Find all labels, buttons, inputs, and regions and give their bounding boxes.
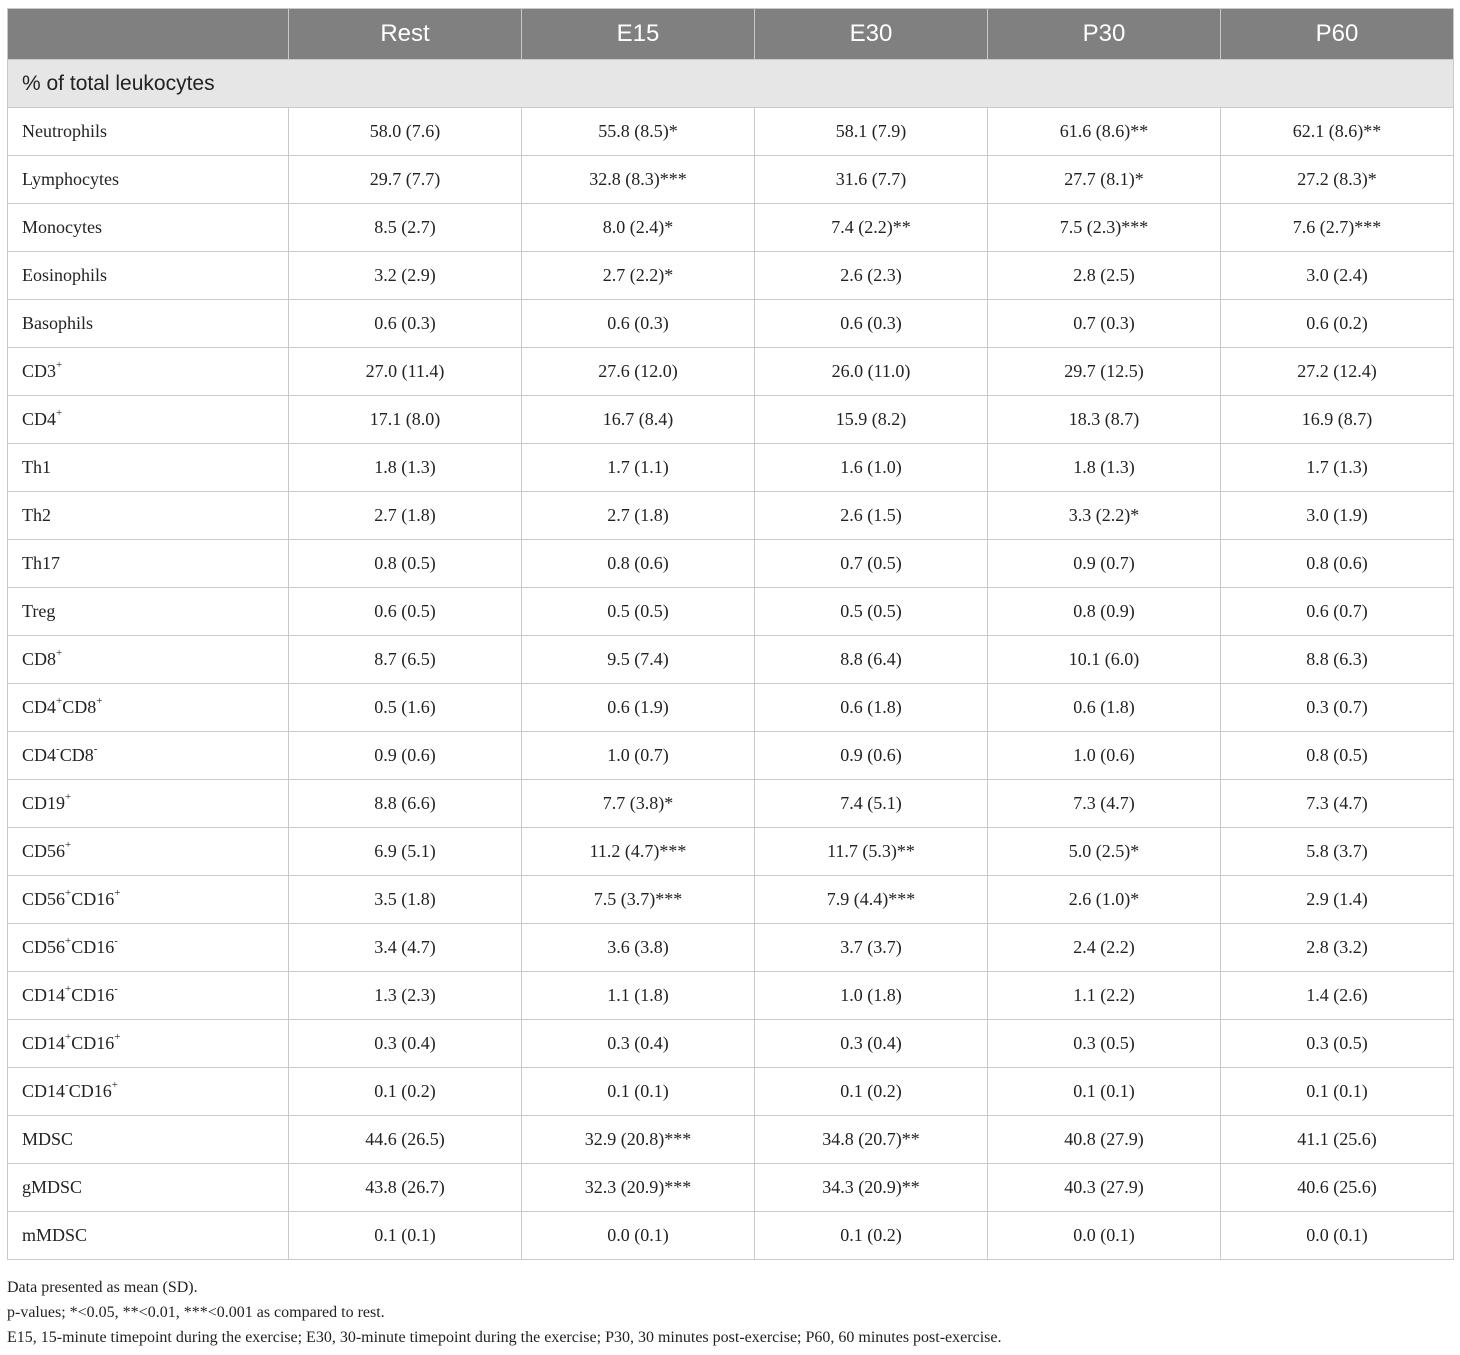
marker-name: CD8: [59, 745, 94, 765]
table-cell: 0.7 (0.3): [988, 300, 1221, 348]
table-cell: 0.6 (0.2): [1221, 300, 1454, 348]
row-label: [8, 780, 289, 828]
table-cell: 0.0 (0.1): [1221, 1212, 1454, 1260]
table-cell: 32.9 (20.8)***: [522, 1116, 755, 1164]
marker-name: CD16: [71, 985, 115, 1005]
row-label: [8, 1068, 289, 1116]
table-row: [8, 108, 1454, 156]
table-cell: 27.2 (8.3)*: [1221, 156, 1454, 204]
leukocyte-table: [7, 8, 1454, 1260]
table-cell: 11.7 (5.3)**: [755, 828, 988, 876]
table-cell: 27.2 (12.4): [1221, 348, 1454, 396]
marker-name: CD4: [22, 697, 57, 717]
table-cell: 0.8 (0.5): [289, 540, 522, 588]
marker-sign: +: [65, 935, 72, 947]
table-cell: 1.0 (0.6): [988, 732, 1221, 780]
table-row: [8, 156, 1454, 204]
row-label: [8, 396, 289, 444]
table-cell: 8.5 (2.7): [289, 204, 522, 252]
table-cell: 0.3 (0.5): [988, 1020, 1221, 1068]
table-cell: 16.7 (8.4): [522, 396, 755, 444]
header-e30: E30: [755, 9, 988, 60]
header-e15: E15: [522, 9, 755, 60]
table-cell: 5.8 (3.7): [1221, 828, 1454, 876]
table-cell: 2.7 (1.8): [522, 492, 755, 540]
table-cell: 34.3 (20.9)**: [755, 1164, 988, 1212]
table-cell: 0.6 (0.3): [289, 300, 522, 348]
marker-name: CD3: [22, 361, 57, 381]
table-cell: 0.9 (0.6): [289, 732, 522, 780]
table-row: [8, 300, 1454, 348]
table-cell: 3.7 (3.7): [755, 924, 988, 972]
row-label: mMDSC: [8, 1212, 289, 1260]
row-label: [8, 972, 289, 1020]
table-cell: 11.2 (4.7)***: [522, 828, 755, 876]
marker-sign: -: [56, 743, 60, 755]
row-label: Basophils: [8, 300, 289, 348]
table-cell: 62.1 (8.6)**: [1221, 108, 1454, 156]
row-label: [8, 828, 289, 876]
row-label: gMDSC: [8, 1164, 289, 1212]
note-line: Data presented as mean (SD).: [7, 1279, 198, 1296]
table-cell: 58.0 (7.6): [289, 108, 522, 156]
table-row: [8, 1020, 1454, 1068]
marker-name: CD16: [71, 889, 115, 909]
table-notes: [7, 1275, 1001, 1350]
table-cell: 0.1 (0.1): [522, 1068, 755, 1116]
table-cell: 0.3 (0.4): [522, 1020, 755, 1068]
marker-sign: +: [65, 791, 72, 803]
table-cell: 0.1 (0.2): [289, 1068, 522, 1116]
table-cell: 41.1 (25.6): [1221, 1116, 1454, 1164]
table-cell: 8.8 (6.4): [755, 636, 988, 684]
marker-name: CD14: [22, 985, 66, 1005]
marker-sign: +: [111, 1079, 118, 1091]
section-label: % of total leukocytes: [8, 60, 1454, 108]
table-cell: 3.4 (4.7): [289, 924, 522, 972]
table-cell: 7.6 (2.7)***: [1221, 204, 1454, 252]
table-cell: 1.4 (2.6): [1221, 972, 1454, 1020]
table-cell: 0.1 (0.2): [755, 1068, 988, 1116]
table-cell: 0.8 (0.6): [522, 540, 755, 588]
note-line: E15, 15-minute timepoint during the exercise; E30, 30-minute timepoint during the exercise; P30, 30 minutes post-exercise; P60, 60 minutes post-exercise.: [7, 1329, 1002, 1346]
marker-name: CD56: [22, 841, 66, 861]
table-cell: 0.6 (0.3): [522, 300, 755, 348]
table-cell: 8.8 (6.3): [1221, 636, 1454, 684]
table-cell: 8.7 (6.5): [289, 636, 522, 684]
table-cell: 29.7 (12.5): [988, 348, 1221, 396]
section-row: [8, 60, 1454, 108]
table-cell: 40.8 (27.9): [988, 1116, 1221, 1164]
table-cell: 2.6 (2.3): [755, 252, 988, 300]
table-cell: 0.3 (0.4): [755, 1020, 988, 1068]
table-row: [8, 1164, 1454, 1212]
row-label: Th17: [8, 540, 289, 588]
table-cell: 1.0 (1.8): [755, 972, 988, 1020]
table-cell: 9.5 (7.4): [522, 636, 755, 684]
table-cell: 0.5 (1.6): [289, 684, 522, 732]
table-cell: 0.3 (0.4): [289, 1020, 522, 1068]
marker-name: CD14: [22, 1081, 66, 1101]
table-row: [8, 924, 1454, 972]
table-cell: 61.6 (8.6)**: [988, 108, 1221, 156]
table-cell: 0.1 (0.1): [1221, 1068, 1454, 1116]
table-cell: 0.5 (0.5): [522, 588, 755, 636]
table-cell: 0.1 (0.1): [289, 1212, 522, 1260]
table-cell: 7.3 (4.7): [1221, 780, 1454, 828]
table-cell: 1.3 (2.3): [289, 972, 522, 1020]
marker-sign: +: [96, 695, 103, 707]
marker-sign: -: [65, 1079, 69, 1091]
table-cell: 40.6 (25.6): [1221, 1164, 1454, 1212]
table-cell: 3.0 (1.9): [1221, 492, 1454, 540]
marker-sign: +: [65, 983, 72, 995]
marker-name: CD4: [22, 409, 57, 429]
table-cell: 2.8 (3.2): [1221, 924, 1454, 972]
note-line: p-values; *<0.05, **<0.01, ***<0.001 as compared to rest.: [7, 1304, 385, 1321]
table-cell: 0.3 (0.7): [1221, 684, 1454, 732]
table-row: [8, 204, 1454, 252]
row-label: Lymphocytes: [8, 156, 289, 204]
table-cell: 1.1 (1.8): [522, 972, 755, 1020]
table-row: [8, 732, 1454, 780]
table-cell: 1.0 (0.7): [522, 732, 755, 780]
table-cell: 15.9 (8.2): [755, 396, 988, 444]
table-row: [8, 348, 1454, 396]
table-cell: 2.7 (2.2)*: [522, 252, 755, 300]
marker-name: CD4: [22, 745, 57, 765]
marker-sign: +: [114, 1031, 121, 1043]
marker-sign: +: [56, 647, 63, 659]
marker-name: CD8: [22, 649, 57, 669]
table-cell: 2.9 (1.4): [1221, 876, 1454, 924]
table-cell: 3.5 (1.8): [289, 876, 522, 924]
marker-sign: +: [65, 839, 72, 851]
table-cell: 27.6 (12.0): [522, 348, 755, 396]
table-cell: 0.8 (0.9): [988, 588, 1221, 636]
table-cell: 2.4 (2.2): [988, 924, 1221, 972]
marker-name: CD14: [22, 1033, 66, 1053]
header-rest: Rest: [289, 9, 522, 60]
table-row: [8, 1212, 1454, 1260]
marker-name: CD16: [71, 1033, 115, 1053]
marker-sign: +: [114, 887, 121, 899]
table-row: [8, 636, 1454, 684]
row-label: Eosinophils: [8, 252, 289, 300]
table-cell: 5.0 (2.5)*: [988, 828, 1221, 876]
table-cell: 3.0 (2.4): [1221, 252, 1454, 300]
table-body: [8, 60, 1454, 1260]
table-cell: 0.8 (0.5): [1221, 732, 1454, 780]
table-cell: 55.8 (8.5)*: [522, 108, 755, 156]
header-p60: P60: [1221, 9, 1454, 60]
table-cell: 0.6 (1.8): [988, 684, 1221, 732]
table-cell: 0.8 (0.6): [1221, 540, 1454, 588]
table-row: [8, 828, 1454, 876]
table-cell: 10.1 (6.0): [988, 636, 1221, 684]
table-cell: 3.2 (2.9): [289, 252, 522, 300]
marker-name: CD56: [22, 889, 66, 909]
row-label: Neutrophils: [8, 108, 289, 156]
table-row: [8, 1116, 1454, 1164]
table-cell: 0.6 (0.5): [289, 588, 522, 636]
marker-name: CD8: [62, 697, 97, 717]
table-cell: 29.7 (7.7): [289, 156, 522, 204]
table-row: [8, 972, 1454, 1020]
table-cell: 7.5 (2.3)***: [988, 204, 1221, 252]
table-cell: 1.8 (1.3): [988, 444, 1221, 492]
marker-name: CD16: [71, 937, 115, 957]
table-cell: 58.1 (7.9): [755, 108, 988, 156]
table-cell: 2.8 (2.5): [988, 252, 1221, 300]
table-cell: 0.9 (0.6): [755, 732, 988, 780]
table-cell: 1.1 (2.2): [988, 972, 1221, 1020]
table-cell: 2.6 (1.0)*: [988, 876, 1221, 924]
table-cell: 1.7 (1.1): [522, 444, 755, 492]
table-row: [8, 588, 1454, 636]
marker-name: CD16: [68, 1081, 112, 1101]
marker-sign: +: [56, 695, 63, 707]
table-cell: 7.4 (5.1): [755, 780, 988, 828]
row-label: [8, 732, 289, 780]
table-cell: 2.7 (1.8): [289, 492, 522, 540]
row-label: Monocytes: [8, 204, 289, 252]
table-row: [8, 492, 1454, 540]
marker-sign: -: [114, 935, 118, 947]
table-cell: 32.8 (8.3)***: [522, 156, 755, 204]
table-cell: 6.9 (5.1): [289, 828, 522, 876]
table-cell: 7.5 (3.7)***: [522, 876, 755, 924]
table-cell: 7.3 (4.7): [988, 780, 1221, 828]
table-cell: 18.3 (8.7): [988, 396, 1221, 444]
marker-sign: +: [65, 887, 72, 899]
table-cell: 8.0 (2.4)*: [522, 204, 755, 252]
table-cell: 34.8 (20.7)**: [755, 1116, 988, 1164]
table-cell: 7.4 (2.2)**: [755, 204, 988, 252]
row-label: [8, 924, 289, 972]
marker-sign: +: [56, 359, 63, 371]
table-row: [8, 684, 1454, 732]
table-cell: 3.3 (2.2)*: [988, 492, 1221, 540]
table-row: [8, 540, 1454, 588]
marker-sign: +: [56, 407, 63, 419]
table-cell: 44.6 (26.5): [289, 1116, 522, 1164]
marker-sign: -: [93, 743, 98, 755]
table-cell: 8.8 (6.6): [289, 780, 522, 828]
table-row: [8, 876, 1454, 924]
row-label: [8, 636, 289, 684]
table-cell: 0.6 (1.8): [755, 684, 988, 732]
table-cell: 0.6 (1.9): [522, 684, 755, 732]
marker-sign: -: [114, 983, 118, 995]
table-cell: 1.7 (1.3): [1221, 444, 1454, 492]
row-label: Th2: [8, 492, 289, 540]
row-label: [8, 876, 289, 924]
header-corner: [8, 9, 289, 60]
table-cell: 0.6 (0.3): [755, 300, 988, 348]
table-cell: 0.6 (0.7): [1221, 588, 1454, 636]
row-label: [8, 1020, 289, 1068]
table-cell: 1.8 (1.3): [289, 444, 522, 492]
table-cell: 7.9 (4.4)***: [755, 876, 988, 924]
table-cell: 0.9 (0.7): [988, 540, 1221, 588]
table-cell: 3.6 (3.8): [522, 924, 755, 972]
table-cell: 16.9 (8.7): [1221, 396, 1454, 444]
table-cell: 26.0 (11.0): [755, 348, 988, 396]
row-label: MDSC: [8, 1116, 289, 1164]
table-header-row: [8, 9, 1454, 60]
table-cell: 0.1 (0.2): [755, 1212, 988, 1260]
table-row: [8, 252, 1454, 300]
header-p30: P30: [988, 9, 1221, 60]
table-row: [8, 444, 1454, 492]
table-row: [8, 780, 1454, 828]
table-cell: 0.0 (0.1): [988, 1212, 1221, 1260]
table-cell: 17.1 (8.0): [289, 396, 522, 444]
table-container: [7, 8, 1453, 1260]
table-cell: 32.3 (20.9)***: [522, 1164, 755, 1212]
table-cell: 0.5 (0.5): [755, 588, 988, 636]
table-cell: 1.6 (1.0): [755, 444, 988, 492]
table-cell: 43.8 (26.7): [289, 1164, 522, 1212]
table-cell: 0.7 (0.5): [755, 540, 988, 588]
table-cell: 0.3 (0.5): [1221, 1020, 1454, 1068]
row-label: [8, 684, 289, 732]
table-row: [8, 396, 1454, 444]
marker-name: CD56: [22, 937, 66, 957]
table-cell: 27.0 (11.4): [289, 348, 522, 396]
row-label: Th1: [8, 444, 289, 492]
marker-sign: +: [65, 1031, 72, 1043]
table-cell: 0.1 (0.1): [988, 1068, 1221, 1116]
table-cell: 40.3 (27.9): [988, 1164, 1221, 1212]
table-cell: 7.7 (3.8)*: [522, 780, 755, 828]
table-cell: 0.0 (0.1): [522, 1212, 755, 1260]
row-label: [8, 348, 289, 396]
table-cell: 2.6 (1.5): [755, 492, 988, 540]
table-cell: 31.6 (7.7): [755, 156, 988, 204]
table-cell: 27.7 (8.1)*: [988, 156, 1221, 204]
table-row: [8, 1068, 1454, 1116]
marker-name: CD19: [22, 793, 66, 813]
row-label: Treg: [8, 588, 289, 636]
